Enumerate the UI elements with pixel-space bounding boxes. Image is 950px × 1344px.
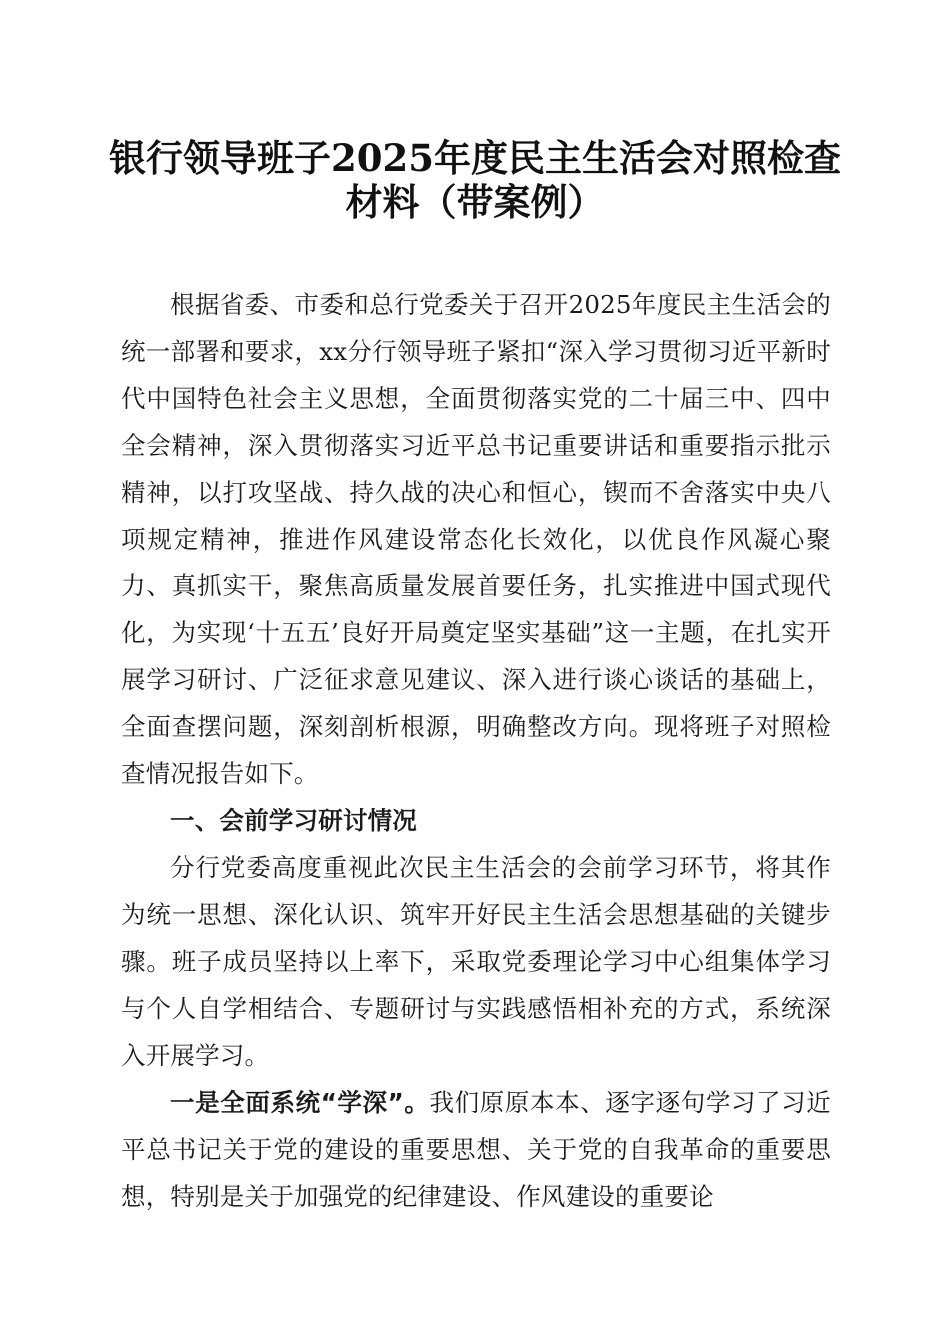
intro-paragraph: 根据省委、市委和总行党委关于召开2025年度民主生活会的统一部署和要求，xx分行领导班子紧扣“深入学习贯彻习近平新时代中国特色社会主义思想，全面贯彻落实党的二十届三中、四中全会精神，深入贯彻落实习近平总书记重要讲话和重要指示批示精神，以打攻坚战、持久战的决心和恒心，锲而不舍落实中央八项规定精神，推进作风建设常态化长效化，以优良作风凝心聚力、真抓实干，聚焦高质量发展首要任务，扎实推进中国式现代化，为实现‘十五五’良好开局奠定坚实基础”这一主题，在扎实开展学习研讨、广泛征求意见建议、深入进行谈心谈话的基础上，全面查摆问题，深刻剖析根源，明确整改方向。现将班子对照检查情况报告如下。 <box>121 290 831 789</box>
point-text: 我们原原本本、逐字逐句学习了习近平总书记关于党的建设的重要思想、关于党的自我革命的重要思想，特别是关于加强党的纪律建设、作风建设的重要论 <box>121 1088 831 1211</box>
point-lead: 一是全面系统“学深”。 <box>170 1088 430 1117</box>
section-heading: 一、会前学习研讨情况 <box>170 805 417 835</box>
point-paragraph <box>121 1080 831 1221</box>
section-paragraph: 分行党委高度重视此次民主生活会的会前学习环节，将其作为统一思想、深化认识、筑牢开好民主生活会思想基础的关键步骤。班子成员坚持以上率下，采取党委理论学习中心组集体学习与个人自学相结合、专题研讨与实践感悟相补充的方式，系统深入开展学习。 <box>121 852 831 1070</box>
title-line-1: 银行领导班子2025年度民主生活会对照检查 <box>109 136 841 180</box>
title-line-2: 材料（带案例） <box>345 180 605 224</box>
document-title <box>100 136 850 224</box>
document-body <box>121 282 831 1221</box>
